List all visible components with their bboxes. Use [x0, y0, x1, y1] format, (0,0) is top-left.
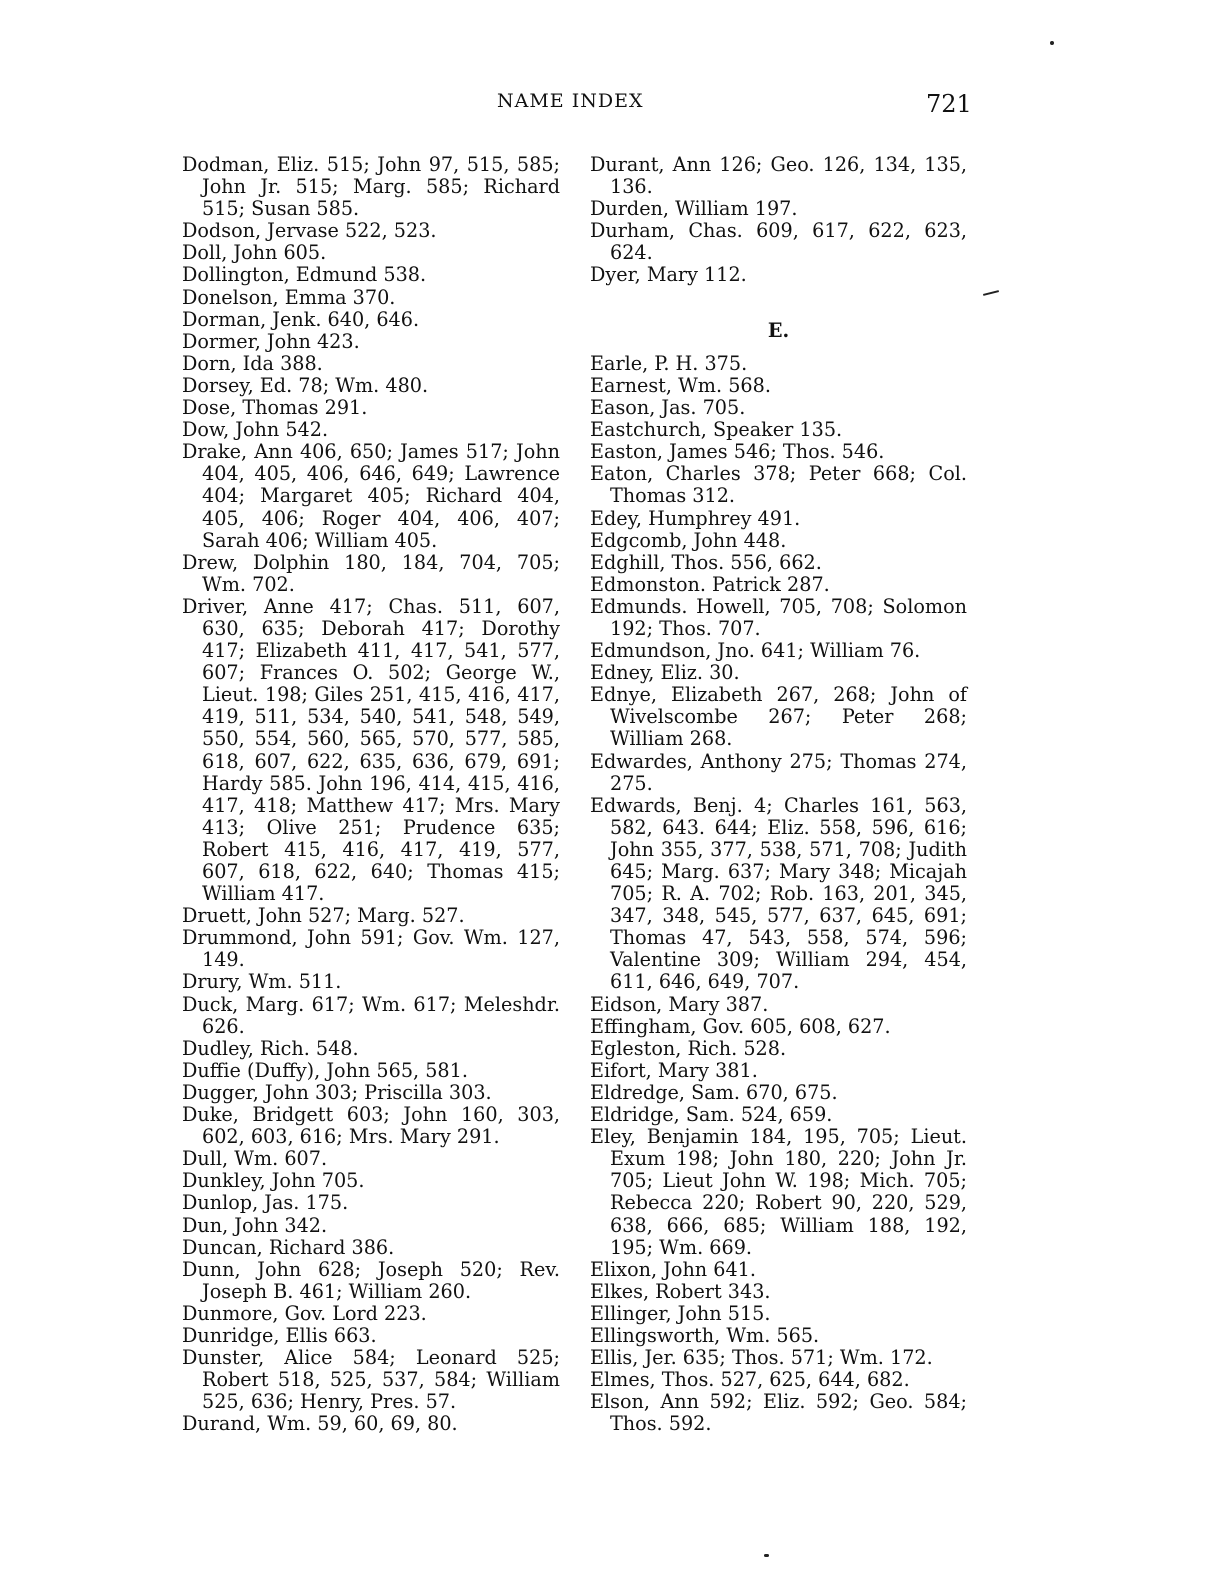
- index-entry: Edmunds. Howell, 705, 708; Solomon 192; Thos. 707.: [590, 594, 967, 640]
- index-entry: Drake, Ann 406, 650; James 517; John 404, 405, 406, 646, 649; Lawrence 404; Margaret 405; Richard 404, 405, 406; Roger 404, 406, 407; Sarah 406; William 405.: [182, 440, 560, 552]
- index-entry: Dudley, Rich. 548.: [182, 1036, 359, 1060]
- index-entry: Drew, Dolphin 180, 184, 704, 705; Wm. 702.: [182, 550, 560, 596]
- index-entry: Drummond, John 591; Gov. Wm. 127, 149.: [182, 926, 560, 972]
- index-entry: Eidson, Mary 387.: [590, 992, 769, 1016]
- index-entry: Edmundson, Jno. 641; William 76.: [590, 639, 921, 663]
- index-entry: Dunkley, John 705.: [182, 1169, 365, 1193]
- index-entry: Effingham, Gov. 605, 608, 627.: [590, 1014, 891, 1038]
- index-entry: Druett, John 527; Marg. 527.: [182, 904, 465, 928]
- index-entry: Dunster, Alice 584; Leonard 525; Robert 518, 525, 537, 584; William 525, 636; Henry, Pres. 57.: [182, 1346, 560, 1414]
- index-entry: Eldridge, Sam. 524, 659.: [590, 1103, 833, 1127]
- index-entry: Duffie (Duffy), John 565, 581.: [182, 1058, 468, 1082]
- index-column-left: [182, 154, 560, 1435]
- index-entry: Egleston, Rich. 528.: [590, 1036, 787, 1060]
- index-entry: Ednye, Elizabeth 267, 268; John of Wivelscombe 267; Peter 268; William 268.: [590, 683, 967, 751]
- index-entry: Duck, Marg. 617; Wm. 617; Meleshdr. 626.: [182, 992, 560, 1038]
- index-entry: Eifort, Mary 381.: [590, 1058, 758, 1082]
- index-entry: Eason, Jas. 705.: [590, 396, 746, 420]
- index-entry: Dollington, Edmund 538.: [182, 263, 427, 287]
- index-entry: Elkes, Robert 343.: [590, 1279, 771, 1303]
- index-entry: Dorn, Ida 388.: [182, 351, 323, 375]
- index-entry: Dunn, John 628; Joseph 520; Rev. Joseph B. 461; William 260.: [182, 1257, 560, 1303]
- index-entry: Dow, John 542.: [182, 418, 329, 442]
- index-column-right: [590, 154, 967, 1435]
- index-entry: Durand, Wm. 59, 60, 69, 80.: [182, 1412, 458, 1436]
- index-entry: Duncan, Richard 386.: [182, 1235, 395, 1259]
- index-entry: Edwardes, Anthony 275; Thomas 274, 275.: [590, 749, 967, 795]
- index-entry: Dunlop, Jas. 175.: [182, 1191, 349, 1215]
- index-entry: Duke, Bridgett 603; John 160, 303, 602, 603, 616; Mrs. Mary 291.: [182, 1103, 560, 1149]
- index-entry: Elson, Ann 592; Eliz. 592; Geo. 584; Thos. 592.: [590, 1390, 967, 1436]
- index-entry: Doll, John 605.: [182, 241, 327, 265]
- index-entry: Eley, Benjamin 184, 195, 705; Lieut. Exum 198; John 180, 220; John Jr. 705; Lieut John W. 198; Mich. 705; Rebecca 220; Robert 90, 220, 529, 638, 666, 685; William 188, 192, 195; Wm. 669.: [590, 1125, 967, 1259]
- index-entry: Dunridge, Ellis 663.: [182, 1323, 377, 1347]
- index-entry: Dull, Wm. 607.: [182, 1147, 328, 1171]
- scan-speck: [1050, 41, 1054, 45]
- index-entry: Dorsey, Ed. 78; Wm. 480.: [182, 373, 429, 397]
- index-entry: Elmes, Thos. 527, 625, 644, 682.: [590, 1368, 910, 1392]
- index-entry: Eldredge, Sam. 670, 675.: [590, 1080, 838, 1104]
- index-entry: Eaton, Charles 378; Peter 668; Col. Thomas 312.: [590, 462, 967, 508]
- index-entry: Drury, Wm. 511.: [182, 970, 342, 994]
- index-entry: Dunmore, Gov. Lord 223.: [182, 1301, 427, 1325]
- index-entry-list-top: [590, 154, 967, 287]
- index-entry: Dun, John 342.: [182, 1213, 328, 1237]
- index-entry: Edgcomb, John 448.: [590, 528, 787, 552]
- index-entry: Durden, William 197.: [590, 197, 798, 221]
- index-entry: Dormer, John 423.: [182, 329, 360, 353]
- index-entry: Edmonston. Patrick 287.: [590, 572, 830, 596]
- page-header-title: NAME INDEX: [497, 90, 644, 112]
- index-entry: Edey, Humphrey 491.: [590, 506, 801, 530]
- index-entry-list-bottom: [590, 353, 967, 1436]
- index-entry: Dodson, Jervase 522, 523.: [182, 219, 437, 243]
- index-entry: Durant, Ann 126; Geo. 126, 134, 135, 136.: [590, 153, 967, 199]
- index-entry: Easton, James 546; Thos. 546.: [590, 440, 885, 464]
- index-entry: Dodman, Eliz. 515; John 97, 515, 585; John Jr. 515; Marg. 585; Richard 515; Susan 585.: [182, 153, 560, 221]
- index-entry: Edwards, Benj. 4; Charles 161, 563, 582, 643. 644; Eliz. 558, 596, 616; John 355, 377, 538, 571, 708; Judith 645; Marg. 637; Mary 348; Micajah 705; R. A. 702; Rob. 163, 201, 345, 347, 348, 545, 577, 637, 645, 691; Thomas 47, 543, 558, 574, 596; Valentine 309; William 294, 454, 611, 646, 649, 707.: [590, 793, 967, 994]
- index-entry: Ellingsworth, Wm. 565.: [590, 1323, 820, 1347]
- index-entry: Edney, Eliz. 30.: [590, 661, 740, 685]
- scan-speck: [764, 1554, 769, 1557]
- index-entry: Elixon, John 641.: [590, 1257, 756, 1281]
- index-entry: Earnest, Wm. 568.: [590, 373, 771, 397]
- index-entry: Dyer, Mary 112.: [590, 263, 747, 287]
- index-entry: Edghill, Thos. 556, 662.: [590, 550, 822, 574]
- index-entry: Dugger, John 303; Priscilla 303.: [182, 1080, 492, 1104]
- index-entry: Ellinger, John 515.: [590, 1301, 771, 1325]
- pen-mark: [983, 290, 999, 296]
- index-entry: Ellis, Jer. 635; Thos. 571; Wm. 172.: [590, 1346, 933, 1370]
- index-entry: Durham, Chas. 609, 617, 622, 623, 624.: [590, 219, 967, 265]
- index-entry: Dose, Thomas 291.: [182, 396, 368, 420]
- section-letter-e: E.: [767, 318, 790, 342]
- index-entry: Earle, P. H. 375.: [590, 351, 748, 375]
- index-entry: Donelson, Emma 370.: [182, 285, 396, 309]
- page-number: 721: [926, 90, 972, 118]
- index-entry: Eastchurch, Speaker 135.: [590, 418, 843, 442]
- index-entry: Driver, Anne 417; Chas. 511, 607, 630, 635; Deborah 417; Dorothy 417; Elizabeth 411, 417, 541, 577, 607; Frances O. 502; George W., Lieut. 198; Giles 251, 415, 416, 417, 419, 511, 534, 540, 541, 548, 549, 550, 554, 560, 565, 570, 577, 585, 618, 607, 622, 635, 636, 679, 691; Hardy 585. John 196, 414, 415, 416, 417, 418; Matthew 417; Mrs. Mary 413; Olive 251; Prudence 635; Robert 415, 416, 417, 419, 577, 607, 618, 622, 640; Thomas 415; William 417.: [182, 594, 560, 906]
- index-entry: Dorman, Jenk. 640, 646.: [182, 307, 420, 331]
